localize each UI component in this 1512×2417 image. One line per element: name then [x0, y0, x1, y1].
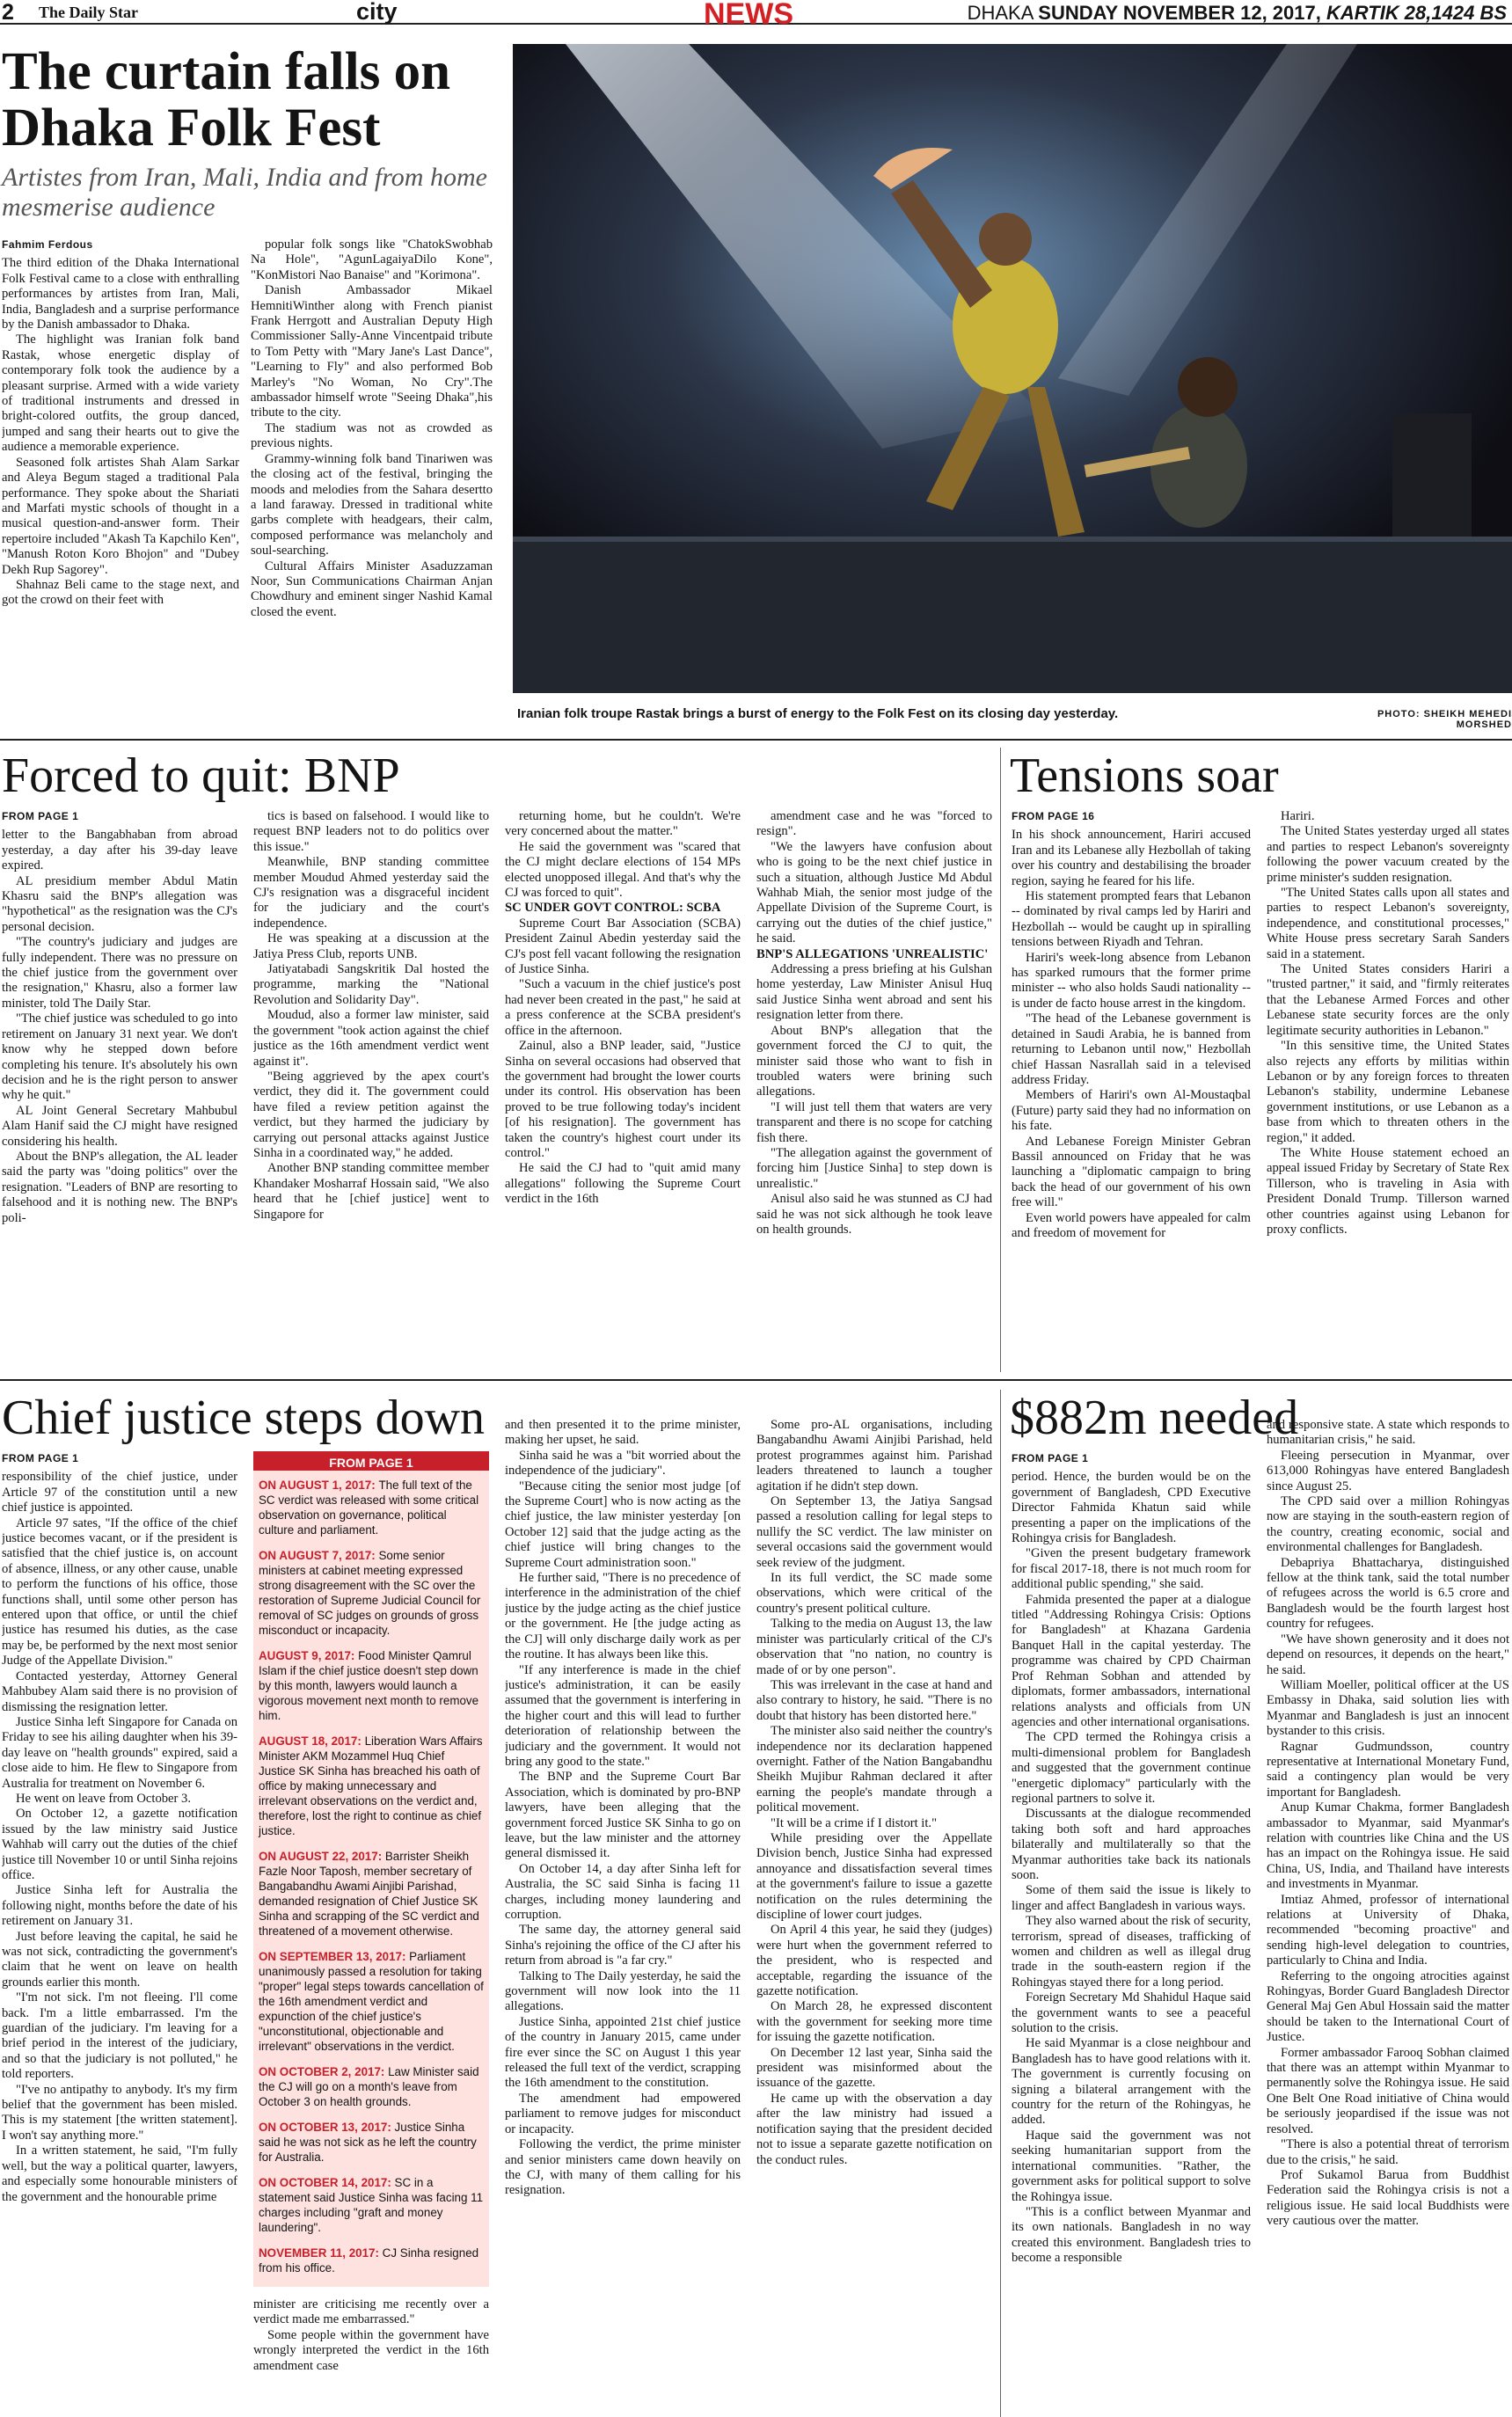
timeline-box: [253, 1451, 489, 2287]
article-text: [505, 809, 741, 901]
cj-col2-tail: [253, 2297, 489, 2415]
paragraph: Talking to The Daily yesterday, he said the government will now look into the 11 allegations.: [505, 1968, 741, 2014]
column-rule: [1000, 748, 1001, 1372]
paragraph: Justice Sinha left for Australia the following night, months before the date of his retirement on January 31.: [2, 1883, 237, 1929]
dateline: DHAKA SUNDAY NOVEMBER 12, 2017, KARTIK 28,1424 BS: [967, 2, 1507, 24]
paragraph: "There is also a potential threat of terrorism due to the crisis," he said.: [1267, 2137, 1509, 2167]
paragraph: In its full verdict, the SC made some observations, which were critical of the country's present political culture.: [756, 1571, 992, 1616]
paragraph: While presiding over the Appellate Division bench, Justice Sinha had expressed annoyance and dissatisfaction several times at the government's failure to issue a gazette notification on the rules determining the discipline of lower court judges.: [756, 1830, 992, 1922]
paragraph: In his shock announcement, Hariri accused Iran and its Lebanese ally Hezbollah of taking over his country and destabilising the broader region, saying he feared for his life.: [1012, 828, 1251, 888]
paragraph: The White House statement echoed an appeal issued Friday by Secretary of State Rex Tillerson, who is traveling in Asia with President Donald Trump. Tillerson warned other countries against using Lebanon for proxy conflicts.: [1267, 1145, 1509, 1237]
paragraph: "I've no antipathy to anybody. It's my firm belief that the government has been misled. This is my statement [the written statement]. I won't say anything more.": [2, 2082, 237, 2143]
paragraph: The highlight was Iranian folk band Rastak, whose energetic display of contemporary folk took the audience by a pleasant surprise. Armed with a wide variety of traditional instruments and dressed in bright-colored outfits, the group danced, jumped and sang their hearts out to give the audience a memorable experience.: [2, 332, 239, 455]
timeline-text: CJ Sinha resigned from his office.: [259, 2246, 479, 2275]
timeline-item: [259, 1548, 484, 1638]
timeline-item: [259, 1478, 484, 1537]
paragraph: and then presented it to the prime minister, making her upset, he said.: [505, 1418, 741, 1448]
section-name: city: [356, 0, 398, 25]
paragraph: Seasoned folk artistes Shah Alam Sarkar and Aleya Begum staged a traditional Pala performance. They spoke about the Shariati and Marfati mystic schools of thought in a musical question-and-answer form. Their repertoire included "Akash Ta Kapchilo Ken", "Manush Roton Koro Bhojon" and "Dubey Dekh Rup Sagorey".: [2, 455, 239, 577]
article-text: [756, 962, 992, 1238]
paragraph: On October 14, a day after Sinha left for Australia, the SC said Sinha is facing 11 charges, including money laundering and corruption.: [505, 1861, 741, 1922]
timeline-date: ON OCTOBER 2, 2017:: [259, 2065, 389, 2078]
paragraph: Supreme Court Bar Association (SCBA) President Zainul Abedin yesterday said the CJ's post fell vacant following the resignation of Justice Sinha.: [505, 916, 741, 977]
paragraph: "This is a conflict between Myanmar and its own nationals. Bangladesh in no way created this environment. Bangladesh tries to become a responsible: [1012, 2204, 1251, 2266]
paragraph: William Moeller, political officer at the US Embassy in Dhaka, said solution lies with Myanmar and Bangladesh is just an innocent bystander to this crisis.: [1267, 1677, 1509, 1739]
paragraph: Foreign Secretary Md Shahidul Haque said the government wants to see a peaceful solution to the crisis.: [1012, 1990, 1251, 2036]
paragraph: "I will just tell them that waters are very transparent and there is no scope for catching fish there.: [756, 1099, 992, 1145]
bnp-col2: [253, 809, 489, 1370]
paragraph: Even world powers have appealed for calm and freedom of movement for: [1012, 1210, 1251, 1240]
paragraph: He further said, "There is no precedence of interference in the administration of the chief justice by the judge acting as the chief justice or the government. He [the judge acting as the CJ] will only discharge daily work as per the routine. It has always been like this.: [505, 1571, 741, 1662]
paragraph: He said the government was "scared that the CJ might declare elections of 154 MPs elected unopposed illegal. And that's why the CJ was forced to quit".: [505, 839, 741, 901]
paragraph: Imtiaz Ahmed, professor of international relations at University of Dhaka, recommended "becoming proactive" and sending high-level delegation to countries, particularly to China and India.: [1267, 1892, 1509, 1968]
paragraph: Haque said the government was not seeking humanitarian support from the international communities. "Rather, the government asks for political support to solve the Rohingya issue.: [1012, 2128, 1251, 2204]
paragraph: Debapriya Bhattacharya, distinguished fellow at the think tank, said the total number of refugees across the world is 6.5 crore and Bangladesh would be the fourth largest host country for refugees.: [1267, 1555, 1509, 1632]
paragraph: Referring to the ongoing atrocities against Rohingyas, Border Guard Bangladesh Director General Maj Gen Abul Hossain said the matter should be taken to the International Court of Justice.: [1267, 1968, 1509, 2045]
timeline-date: NOVEMBER 11, 2017:: [259, 2246, 383, 2260]
from-page-label: FROM PAGE 1: [1012, 1452, 1089, 1464]
photo-caption: Iranian folk troupe Rastak brings a burst of energy to the Folk Fest on its closing day yesterday.: [517, 706, 1119, 721]
cj-col1: [2, 1451, 237, 2415]
paragraph: The amendment had empowered parliament to remove judges for misconduct or incapacity.: [505, 2091, 741, 2136]
paragraph: Hariri.: [1281, 809, 1315, 823]
paragraph: period. Hence, the burden would be on the government of Bangladesh, CPD Executive Director Fahmida Khatun said while presenting a paper on the implications of the Rohingya crisis for Bangladesh.: [1012, 1470, 1251, 1546]
paragraph: Ragnar Gudmundsson, country representative at International Monetary Fund, said a contingency plan would be very important for Bangladesh.: [1267, 1739, 1509, 1800]
folk-col2: [251, 237, 493, 730]
article-text: [2, 256, 239, 608]
paragraph: returning home, but he couldn't. We're very concerned about the matter.": [505, 809, 741, 839]
timeline-item: [259, 1949, 484, 2054]
timeline-text: The full text of the SC verdict was released with some critical observation on governance, political culture and parliament.: [259, 1479, 479, 1537]
paragraph: minister are criticising me recently over a verdict made me embarrassed.": [253, 2297, 489, 2327]
paragraph: The minister also said neither the country's independence nor its declaration happened overnight. Father of the Nation Bangabandhu Sheikh Mujibur Rahman declared it after earning the people's mandate through a political movement.: [756, 1724, 992, 1815]
tensions-headline: Tensions soar: [1010, 748, 1279, 803]
paragraph: Justice Sinha, appointed 21st chief justice of the country in January 2015, came under fire ever since the SC on August 1 this year released the full text of the verdict, scrapping the 16th amendment to the constitution.: [505, 2014, 741, 2091]
timeline-item: [259, 2175, 484, 2235]
timeline-date: ON SEPTEMBER 13, 2017:: [259, 1950, 410, 1963]
paragraph: Former ambassador Farooq Sobhan claimed that there was an attempt within Myanmar to permanently solve the Rohingya issue. He said One Belt One Road initiative of China would be seriously jeopardised if the issue was not resolved.: [1267, 2045, 1509, 2136]
paragraph: On April 4 this year, he said they (judges) were hurt when the government referred to the president, who is respected and acceptable, regarding the issuance of the gazette notification.: [756, 1923, 992, 1999]
news-label: NEWS: [704, 0, 793, 31]
paragraph: "It will be a crime if I distort it.": [771, 1815, 938, 1830]
photo-credit: PHOTO: SHEIKH MEHEDI MORSHED: [1377, 709, 1512, 730]
timeline-list: [253, 1471, 489, 2287]
paragraph: Zainul, also a BNP leader, said, "Justice Sinha on several occasions had observed that the government had brought the lower courts under its control. His observation has been proved to be true following today's incident [of his resignation]. The government has taken the country's highest court under its control.": [505, 1039, 741, 1160]
paragraph: He went on leave from October 3.: [16, 1791, 191, 1806]
paragraph: He said Myanmar is a close neighbour and Bangladesh has to have good relations with it. The government is currently focusing on signing a bilateral arrangement with the country for the return of the Rohingyas, he added.: [1012, 2036, 1251, 2128]
paragraph: The CPD said over a million Rohingyas now are staying in the south-eastern region of the country, creating economic, social and environmental challenges for Bangladesh.: [1267, 1494, 1509, 1555]
timeline-item: [259, 2064, 484, 2109]
bnp-col1: [2, 809, 237, 1370]
cj-col3: [505, 1418, 741, 2415]
paragraph: "We have shown generosity and it does not depend on resources, it depends on the heart," he said.: [1267, 1632, 1509, 1677]
timeline-text: Law Minister said the CJ will go on a month's leave from October 3 on health grounds.: [259, 2065, 479, 2108]
folk-deck: Artistes from Iran, Mali, India and from home mesmerise audience: [2, 163, 487, 222]
paragraph: This was irrelevant in the case at hand and also contrary to history, he said. "There is no doubt that history has been distorted here.": [756, 1677, 992, 1723]
timeline-date: ON AUGUST 22, 2017:: [259, 1850, 385, 1863]
paragraph: letter to the Bangabhaban from abroad yesterday, a day after his 39-day leave expired.: [2, 828, 237, 873]
paragraph: The CPD termed the Rohingya crisis a multi-dimensional problem for Bangladesh and suggested that the government continue "energetic diplomacy" particularly with the regional partners to solve it.: [1012, 1730, 1251, 1806]
paragraph: Addressing a press briefing at his Gulshan home yesterday, Law Minister Anisul Huq said Justice Sinha went abroad and sent his resignation letter from there.: [756, 962, 992, 1023]
paragraph: Meanwhile, BNP standing committee member Moudud Ahmed yesterday said the CJ's resignation was a disgraceful incident for the judiciary and the court's independence.: [253, 855, 489, 931]
subhead: BNP'S ALLEGATIONS 'UNREALISTIC': [756, 946, 989, 961]
folk-headline: The curtain falls on Dhaka Folk Fest: [2, 42, 451, 157]
paragraph: On December 12 last year, Sinha said the president was misinformed about the issuance of the gazette.: [756, 2045, 992, 2091]
timeline-text: Some senior ministers at cabinet meeting expressed strong disagreement with the SC over the restoration of Supreme Judicial Council for removal of SC judges on grounds of gross misconduct or incapacity.: [259, 1549, 481, 1637]
paragraph: Fleeing persecution in Myanmar, over 613,000 Rohingyas have entered Bangladesh since August 25.: [1267, 1448, 1509, 1493]
from-page-label: FROM PAGE 16: [1012, 810, 1095, 822]
paragraph: Article 97 sates, "If the office of the chief justice becomes vacant, or if the president is satisfied that the chief justice is, on account of absence, illness, or any other cause, unable to perform the functions of his office, those functions shall, until some other person has entered upon that office, or until the chief justice has resumed his duties, as the case may be, be performed by the next most senior Judge of the Appellate Division.": [2, 1515, 237, 1669]
paragraph: "If any interference is made in the chief justice's administration, it can be easily assumed that the government is interfering in the higher court and this will lead to further deterioration of relationship between the judiciary and the government. It would not bring any good to the state.": [505, 1662, 741, 1769]
paragraph: About BNP's allegation that the government forced the CJ to quit, the minister said those who want to fish in troubled waters were brining such allegations.: [756, 1023, 992, 1099]
timeline-date: AUGUST 9, 2017:: [259, 1649, 359, 1662]
paragraph: The stadium was not as crowded as previous nights.: [251, 420, 493, 451]
paragraph: Members of Hariri's own Al-Moustaqbal (Future) party said they had no information on his fate.: [1012, 1088, 1251, 1134]
paragraph: responsibility of the chief justice, under Article 97 of the constitution until a new chief justice is appointed.: [2, 1470, 237, 1515]
paragraph: They also warned about the risk of security, terrorism, spread of diseases, trafficking of women and children as well as illegal drug trade in the south-eastern region if the Rohingyas stayed there for a long period.: [1012, 1914, 1251, 1990]
timeline-header: FROM PAGE 1: [253, 1455, 489, 1471]
paragraph: "I'm not sick. I'm not fleeing. I'll come back. I'm a little embarrassed. I'm the guardian of the judiciary. I'm leaving for a brief period in the interest of the judiciary, and so that the judiciary is not polluted," he told reporters.: [2, 1990, 237, 2082]
stage-photo-illustration: [513, 44, 1512, 693]
paragraph: And Lebanese Foreign Minister Gebran Bassil announced on Friday that he was launching a "diplomatic campaign to bring back the head of our government of his own free will.": [1012, 1134, 1251, 1210]
paragraph: "Given the present budgetary framework for fiscal 2017-18, there is not much room for additional public spending," she said.: [1012, 1546, 1251, 1592]
paragraph: and responsive state. A state which responds to humanitarian crisis," he said.: [1267, 1418, 1509, 1448]
timeline-text: Food Minister Qamrul Islam if the chief justice doesn't step down by this month, lawyers would launch a vigorous movement next month to remove him.: [259, 1649, 479, 1722]
article-text: [253, 809, 489, 1223]
article-text: [2, 828, 237, 1226]
article-text: [505, 1418, 741, 2199]
from-page-label: FROM PAGE 1: [2, 810, 79, 822]
paragraph: Talking to the media on August 13, the law minister was particularly critical of the CJ's observation that "no nation, no country is made of or by one person".: [756, 1617, 992, 1677]
bnp-headline: Forced to quit: BNP: [2, 748, 400, 803]
paragraph: Just before leaving the capital, he said he was not sick, contradicting the government's claim that he went on leave on health grounds earlier this month.: [2, 1929, 237, 1990]
money-col1: [1012, 1451, 1251, 2415]
article-text: [756, 1418, 992, 2168]
timeline-text: Parliament unanimously passed a resolution for taking "proper" legal steps towards cancellation of the 16th amendment verdict and expunction of the chief justice's "unconstitutional, objectionable and irrelevant" observations in the verdict.: [259, 1950, 484, 2053]
article-text: [1267, 1418, 1509, 2230]
paragraph: Contacted yesterday, Attorney General Mahbubey Alam said there is no provision of dismissing the resignation letter.: [2, 1669, 237, 1714]
paragraph: "The country's judiciary and judges are fully independent. There was no pressure on the chief justice from the government over the resignation," Khasru, also a former law minister, told The Daily Star.: [2, 935, 237, 1011]
paper-name: The Daily Star: [39, 4, 139, 21]
timeline-date: ON AUGUST 7, 2017:: [259, 1549, 379, 1562]
timeline-text: Barrister Sheikh Fazle Noor Taposh, member secretary of Bangabandhu Awami Ainjibi Parishad, demanded resignation of Chief Justice SK Sinha and scrapping of the SC verdict and threatened of a movement otherwise.: [259, 1850, 479, 1938]
folk-photo: [513, 44, 1512, 693]
paragraph: "We the lawyers have confusion about who is going to be the next chief justice in such a situation, although Justice Md Abdul Wahhab Miah, the senior most judge of the Appellate Division of the Supreme Court, is carrying out the duties of the chief justice," he said.: [756, 839, 992, 946]
paragraph: On September 13, the Jatiya Sangsad passed a resolution calling for legal steps to nullify the SC verdict. The law minister on several occasions said the government would seek review of the judgment.: [756, 1494, 992, 1570]
paragraph: In a written statement, he said, "I'm fully well, but the way a political quarter, lawyers, and especially some honourable ministers of the government and the honourable prime: [2, 2143, 237, 2204]
paragraph: Some pro-AL organisations, including Bangabandhu Awami Ainjibi Parishad, held protest programmes against him. Parishad leaders threatened to launch a tougher agitation if he didn't step down.: [756, 1418, 992, 1493]
paragraph: Justice Sinha left Singapore for Canada on Friday to see his ailing daughter when his 39-day leave on "health grounds" expired, said a close aide to him. He flew to Singapore from Australia for treatment on November 6.: [2, 1714, 237, 1791]
paragraph: "Being aggrieved by the apex court's verdict, they did it. The government could have filed a review petition against the verdict, but they harmed the judiciary by carrying out personal attacks against Justice Sinha in a coordinated way," he added.: [253, 1069, 489, 1160]
byline: Fahmim Ferdous: [2, 238, 93, 251]
paragraph: Grammy-winning folk band Tinariwen was the closing act of the festival, bringing the moods and melodies from the Sahara desertto a land faraway. Dressed in traditional white garbs complete with headgears, their calm, composed performance was melancholy and soul-searching.: [251, 451, 493, 559]
paragraph: amendment case and he was "forced to resign".: [756, 809, 992, 839]
paragraph: On October 12, a gazette notification issued by the law ministry said Justice Wahhab will carry out the duties of the chief justice till November 10 or until Sinha rejoins office.: [2, 1807, 237, 1882]
paragraph: The BNP and the Supreme Court Bar Association, which is dominated by pro-BNP lawyers, have been alleging that the government forced Justice SK Sinha to go on leave, but the law minister and the attorney general dismissed it.: [505, 1770, 741, 1861]
column-rule: [1000, 1390, 1001, 2417]
paragraph: "The United States calls upon all states and parties to respect Lebanon's sovereignty, independence, and constitutional processes," White House press secretary Sarah Sanders said in a statement.: [1267, 886, 1509, 961]
cj-col4: [756, 1418, 992, 2415]
paragraph: Anup Kumar Chakma, former Bangladesh ambassador to Myanmar, said Myanmar's relation with countries like China and the US has an impact on the Rohingya issue. He said China, US, India, and Thailand have interests and investments in Myanmar.: [1267, 1800, 1509, 1892]
timeline-text: SC in a statement said Justice Sinha was facing 11 charges including "graft and money laundering".: [259, 2176, 484, 2234]
paragraph: Some of them said the issue is likely to linger and affect Bangladesh in various ways.: [1012, 1883, 1251, 1913]
paragraph: "In this sensitive time, the United States also rejects any efforts by militias within Lebanon or by any foreign forces to threaten Lebanon's stability, undermine Lebanese government institutions, or use Lebanon as a base from which to threaten others in the region," it added.: [1267, 1039, 1509, 1145]
paragraph: About the BNP's allegation, the AL leader said the party was "doing politics" over the resignation. "Leaders of BNP are resorting to falsehood and it is nothing new. The BNP's poli-: [2, 1149, 237, 1225]
paragraph: Hariri's week-long absence from Lebanon has sparked rumours that the former prime minister -- who also holds Saudi nationality -- is under de facto house arrest in the kingdom.: [1012, 950, 1251, 1011]
paragraph: Following the verdict, the prime minister and senior ministers came down heavily on the CJ, with many of them calling for his resignation.: [505, 2137, 741, 2198]
timeline-item: [259, 1648, 484, 1723]
paragraph: AL Joint General Secretary Mahbubul Alam Hanif said the CJ might have resigned considering his health.: [2, 1103, 237, 1149]
paragraph: Danish Ambassador Mikael HemnitiWinther along with French pianist Frank Herrgott and Australian Deputy High Commissioner Sally-Anne Vincentpaid tribute to Tom Petty with "Mary Jane's Last Dance", "Learning to Fly" and also performed Bob Marley's "No Woman, No Cry".The ambassador himself wrote "Seeing Dhaka",his tribute to the city.: [251, 283, 493, 420]
paragraph: tics is based on falsehood. I would like to request BNP leaders not to do politics over this issue.": [253, 809, 489, 854]
article-text: [505, 916, 741, 1208]
money-col2: [1267, 1418, 1509, 2415]
subhead: SC UNDER GOVT CONTROL: SCBA: [505, 901, 721, 916]
article-text: [1012, 828, 1251, 1241]
bnp-col3: [505, 809, 741, 1370]
article-text: [253, 2297, 489, 2374]
timeline-text: Justice Sinha said he was not sick as he left the country for Australia.: [259, 2121, 477, 2164]
section-divider: [0, 739, 1512, 741]
tensions-col1: [1012, 809, 1251, 1370]
paragraph: "Such a vacuum in the chief justice's post had never been created in the past," he said at a press conference at the SCBA president's office in the afternoon.: [505, 977, 741, 1038]
timeline-date: ON AUGUST 1, 2017:: [259, 1479, 379, 1492]
bnp-col4: [756, 809, 992, 1370]
paragraph: He said the CJ had to "quit amid many allegations" following the Supreme Court verdict in the 16th: [505, 1161, 741, 1207]
paragraph: The United States yesterday urged all states and parties to respect Lebanon's sovereignty following the power vacuum created by the prime minister's sudden resignation.: [1267, 824, 1509, 885]
article-text: [251, 237, 493, 620]
timeline-date: ON OCTOBER 13, 2017:: [259, 2121, 395, 2134]
article-text: [756, 809, 992, 947]
paragraph: "Because citing the senior most judge [of the Supreme Court] who is now acting as the chief justice, the law minister yesterday [on October 12] said that the judge acting as the chief justice will bring changes to the Supreme Court administration soon.": [505, 1479, 741, 1570]
masthead-bar: [0, 0, 1512, 31]
timeline-date: ON OCTOBER 14, 2017:: [259, 2176, 395, 2189]
cj-headline: Chief justice steps down: [2, 1391, 486, 1445]
paragraph: Another BNP standing committee member Khandaker Mosharraf Hossain said, "We also heard that he [chief justice] went to Singapore for: [253, 1161, 489, 1222]
timeline-item: [259, 2120, 484, 2165]
paragraph: Moudud, also a former law minister, said the government "took action against the chief justice as the 16th amendment verdict went against it".: [253, 1008, 489, 1069]
paragraph: popular folk songs like "ChatokSwobhab Na Hole", "AgunLagaiyaDilo Kone", "KonMistori Nao Banaise" and "Korimona".: [251, 237, 493, 282]
article-text: [1267, 809, 1509, 1238]
from-page-label: FROM PAGE 1: [2, 1452, 79, 1464]
timeline-text: Liberation Wars Affairs Minister AKM Mozammel Huq Chief Justice SK Sinha has breached his oath of office by making unnecessary and irrelevant observations on the verdict and, therefore, lost the right to continue as chief justice.: [259, 1734, 483, 1837]
timeline-date: AUGUST 18, 2017:: [259, 1734, 365, 1748]
paragraph: "The head of the Lebanese government is detained in Saudi Arabia, he is banned from returning to Lebanon until now," Hezbollah chief Hassan Nasrallah said in a televised address Friday.: [1012, 1011, 1251, 1087]
paragraph: "The chief justice was scheduled to go into retirement on January 31 next year. We don't know why he stepped down before completing his tenure. It's absolutely his own decision and he is the right person to answer why he quit.": [2, 1011, 237, 1103]
paragraph: The United States considers Hariri a "trusted partner," it said, and "firmly reiterates that the Lebanese Armed Forces and other Lebanese state security forces are the only legitimate security authorities in Lebanon.": [1267, 962, 1509, 1038]
paragraph: On March 28, he expressed discontent with the government for seeking more time for issuing the gazette notification.: [756, 1999, 992, 2045]
tensions-col2: [1267, 809, 1509, 1370]
paragraph: Jatiyatabadi Sangskritik Dal hosted the programme, marking the "National Revolution and Solidarity Day".: [253, 962, 489, 1007]
article-text: [1012, 1470, 1251, 2266]
paragraph: Anisul also said he was stunned as CJ had said he was not sick although he took leave on health grounds.: [756, 1192, 992, 1237]
paragraph: He came up with the observation a day after the law ministry had issued a notification saying that the president decided not to issue a separate gazette notification on the conduct rules.: [756, 2091, 992, 2167]
paragraph: Discussants at the dialogue recommended taking both soft and hard approaches bilaterally and multilaterally so that the Myanmar authorities take back its nationals soon.: [1012, 1807, 1251, 1882]
page-number: 2: [2, 0, 14, 25]
paragraph: Some people within the government have wrongly interpreted the verdict in the 16th amendment case: [253, 2327, 489, 2373]
money-headline: $882m needed: [1010, 1391, 1299, 1445]
section-divider: [0, 1379, 1512, 1381]
article-text: [2, 1470, 237, 2205]
paragraph: The third edition of the Dhaka International Folk Festival came to a close with enthralling performances by artistes from Iran, Mali, India, Bangladesh and a surprise performance by the Danish ambassador to Dhaka.: [2, 256, 239, 332]
paragraph: AL presidium member Abdul Matin Khasru said the BNP's allegation was "hypothetical" as the resignation was the CJ's personal decision.: [2, 873, 237, 934]
paragraph: Cultural Affairs Minister Asaduzzaman Noor, Sun Communications Chairman Anjan Chowdhury and eminent singer Nashid Kamal closed the event.: [251, 559, 493, 619]
timeline-item: [259, 2245, 484, 2275]
paragraph: Fahmida presented the paper at a dialogue titled "Addressing Rohingya Crisis: Options for Bangladesh" at Khazana Gardenia Banquet Hall in the capital yesterday. The programme was chaired by CPD Chairman Prof Rehman Sobhan and attended by diplomats, former ambassadors, international relations analysts and officials from UN agencies and other international organisations.: [1012, 1592, 1251, 1729]
paragraph: He was speaking at a discussion at the Jatiya Press Club, reports UNB.: [253, 931, 489, 961]
folk-col1: [2, 237, 239, 730]
paragraph: Prof Sukamol Barua from Buddhist Federation said the Rohingya crisis is not a religious issue. He said local Buddhists were very cautious over the matter.: [1267, 2167, 1509, 2229]
timeline-item: [259, 1734, 484, 1838]
paragraph: The same day, the attorney general said Sinha's rejoining the office of the CJ after his return from abroad is "a far cry.": [505, 1923, 741, 1968]
paragraph: Sinha said he was a "bit worried about the independence of the judiciary".: [505, 1448, 741, 1479]
paragraph: Shahnaz Beli came to the stage next, and got the crowd on their feet with: [2, 577, 239, 608]
timeline-item: [259, 1849, 484, 1939]
paragraph: His statement prompted fears that Lebanon -- dominated by rival camps led by Hariri and Hezbollah -- would be caught up in spiralling tensions between Riyadh and Tehran.: [1012, 889, 1251, 950]
paragraph: "The allegation against the government of forcing him [Justice Sinha] to step down is unrealistic.": [756, 1145, 992, 1191]
